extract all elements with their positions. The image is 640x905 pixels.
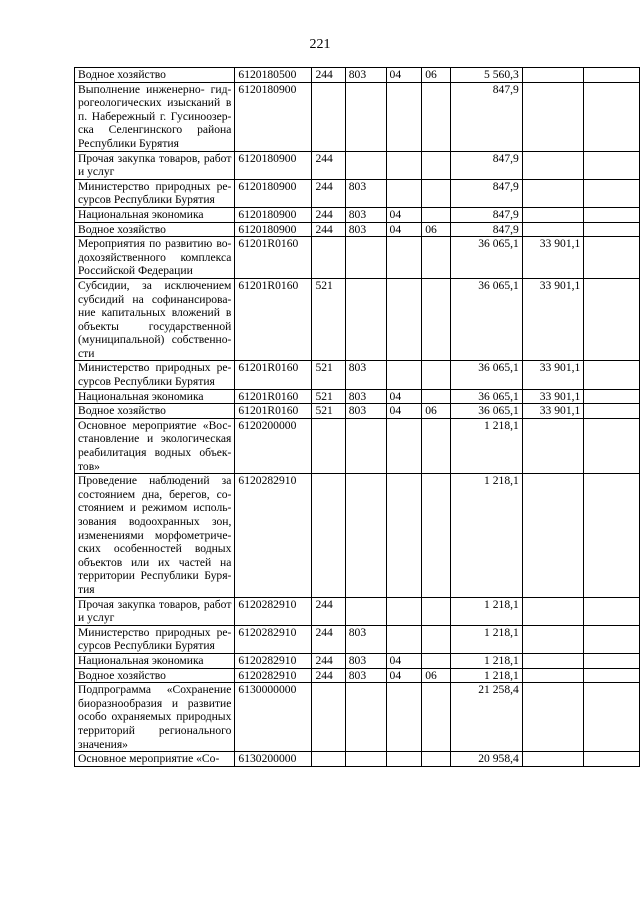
cell-section: [386, 474, 422, 597]
cell-name: Выполнение инженерно- гид-рогеологических изысканий в п. Набережный г. Гусиноозер-ска Селенгинского района Республики Бурятия: [75, 82, 235, 151]
cell-name: Прочая закупка товаров, работ и услуг: [75, 151, 235, 179]
cell-section: 04: [386, 404, 422, 419]
cell-subsection: [422, 597, 451, 625]
cell-subsection: [422, 474, 451, 597]
cell-subsection: [422, 418, 451, 473]
cell-expense-type: [312, 752, 345, 767]
cell-section: [386, 151, 422, 179]
cell-subsection: [422, 361, 451, 389]
cell-expense-type: 521: [312, 389, 345, 404]
cell-sum-1: 847,9: [451, 222, 523, 237]
cell-sum-3: [584, 752, 640, 767]
cell-section: [386, 597, 422, 625]
cell-subsection: [422, 278, 451, 361]
cell-name: Водное хозяйство: [75, 668, 235, 683]
cell-sum-1: 5 560,3: [451, 68, 523, 83]
cell-sum-3: [584, 207, 640, 222]
cell-sum-2: [522, 625, 584, 653]
cell-ministry-code: [345, 237, 386, 279]
cell-sum-1: 1 218,1: [451, 597, 523, 625]
cell-section: 04: [386, 222, 422, 237]
cell-sum-1: 36 065,1: [451, 278, 523, 361]
cell-target-code: 61201R0160: [235, 404, 312, 419]
cell-sum-2: [522, 418, 584, 473]
cell-expense-type: 244: [312, 653, 345, 668]
cell-sum-2: [522, 597, 584, 625]
table-row: [75, 653, 640, 668]
cell-sum-1: 1 218,1: [451, 653, 523, 668]
cell-ministry-code: 803: [345, 179, 386, 207]
cell-expense-type: 521: [312, 278, 345, 361]
cell-name: Мероприятия по развитию во-дохозяйственного комплекса Российской Федерации: [75, 237, 235, 279]
cell-subsection: 06: [422, 668, 451, 683]
cell-target-code: 6120282910: [235, 474, 312, 597]
cell-subsection: [422, 683, 451, 752]
cell-ministry-code: [345, 418, 386, 473]
cell-name: Национальная экономика: [75, 653, 235, 668]
cell-sum-2: 33 901,1: [522, 361, 584, 389]
cell-sum-2: [522, 474, 584, 597]
cell-target-code: 6120180500: [235, 68, 312, 83]
cell-sum-2: [522, 179, 584, 207]
cell-expense-type: 244: [312, 179, 345, 207]
cell-ministry-code: 803: [345, 207, 386, 222]
cell-subsection: 06: [422, 68, 451, 83]
cell-expense-type: [312, 237, 345, 279]
cell-sum-3: [584, 474, 640, 597]
cell-section: 04: [386, 207, 422, 222]
cell-expense-type: [312, 474, 345, 597]
cell-sum-3: [584, 653, 640, 668]
table-row: [75, 625, 640, 653]
cell-section: [386, 82, 422, 151]
cell-sum-3: [584, 683, 640, 752]
cell-sum-3: [584, 404, 640, 419]
cell-expense-type: 244: [312, 625, 345, 653]
cell-target-code: 6120180900: [235, 222, 312, 237]
cell-target-code: 6120282910: [235, 597, 312, 625]
cell-ministry-code: 803: [345, 404, 386, 419]
cell-sum-3: [584, 82, 640, 151]
cell-ministry-code: [345, 474, 386, 597]
budget-table-body: [75, 68, 640, 767]
cell-section: [386, 625, 422, 653]
cell-target-code: 6120180900: [235, 151, 312, 179]
cell-name: Водное хозяйство: [75, 404, 235, 419]
cell-subsection: [422, 237, 451, 279]
cell-expense-type: 521: [312, 404, 345, 419]
cell-sum-2: 33 901,1: [522, 278, 584, 361]
table-row: [75, 68, 640, 83]
cell-target-code: 61201R0160: [235, 237, 312, 279]
cell-sum-2: [522, 668, 584, 683]
cell-target-code: 6120282910: [235, 625, 312, 653]
cell-subsection: [422, 151, 451, 179]
page-number: 221: [309, 37, 331, 52]
cell-subsection: 06: [422, 222, 451, 237]
cell-name: Национальная экономика: [75, 389, 235, 404]
cell-sum-3: [584, 361, 640, 389]
cell-sum-3: [584, 222, 640, 237]
cell-subsection: [422, 82, 451, 151]
cell-name: Водное хозяйство: [75, 68, 235, 83]
cell-sum-2: [522, 151, 584, 179]
cell-sum-1: 36 065,1: [451, 389, 523, 404]
cell-section: 04: [386, 653, 422, 668]
cell-sum-3: [584, 151, 640, 179]
table-row: [75, 278, 640, 361]
cell-name: Министерство природных ре-сурсов Республики Бурятия: [75, 625, 235, 653]
cell-sum-2: [522, 222, 584, 237]
cell-name: Водное хозяйство: [75, 222, 235, 237]
cell-sum-2: [522, 683, 584, 752]
cell-sum-1: 847,9: [451, 82, 523, 151]
cell-ministry-code: [345, 752, 386, 767]
cell-ministry-code: 803: [345, 653, 386, 668]
table-row: [75, 151, 640, 179]
cell-section: [386, 752, 422, 767]
cell-expense-type: 244: [312, 151, 345, 179]
cell-ministry-code: [345, 151, 386, 179]
cell-section: 04: [386, 389, 422, 404]
cell-name: Министерство природных ре-сурсов Республики Бурятия: [75, 179, 235, 207]
table-row: [75, 361, 640, 389]
cell-section: [386, 683, 422, 752]
cell-subsection: 06: [422, 404, 451, 419]
cell-ministry-code: 803: [345, 389, 386, 404]
table-row: [75, 404, 640, 419]
table-row: [75, 207, 640, 222]
cell-sum-1: 21 258,4: [451, 683, 523, 752]
cell-sum-1: 36 065,1: [451, 361, 523, 389]
cell-target-code: 6120200000: [235, 418, 312, 473]
cell-ministry-code: 803: [345, 625, 386, 653]
table-row: [75, 418, 640, 473]
table-row: [75, 752, 640, 767]
table-row: [75, 474, 640, 597]
cell-sum-2: [522, 653, 584, 668]
cell-sum-2: 33 901,1: [522, 404, 584, 419]
cell-sum-1: 36 065,1: [451, 237, 523, 279]
cell-name: Субсидии, за исключением субсидий на софинансирова-ние капитальных вложений в объекты государственной (муниципальной) собственно-сти: [75, 278, 235, 361]
cell-sum-3: [584, 418, 640, 473]
cell-section: 04: [386, 68, 422, 83]
cell-sum-1: 847,9: [451, 207, 523, 222]
cell-section: 04: [386, 668, 422, 683]
cell-expense-type: [312, 82, 345, 151]
cell-section: [386, 361, 422, 389]
table-row: [75, 683, 640, 752]
cell-subsection: [422, 389, 451, 404]
cell-sum-1: 1 218,1: [451, 474, 523, 597]
cell-section: [386, 237, 422, 279]
cell-expense-type: 521: [312, 361, 345, 389]
cell-target-code: 61201R0160: [235, 361, 312, 389]
cell-sum-3: [584, 278, 640, 361]
cell-target-code: 61201R0160: [235, 389, 312, 404]
cell-subsection: [422, 752, 451, 767]
cell-section: [386, 179, 422, 207]
cell-name: Национальная экономика: [75, 207, 235, 222]
cell-ministry-code: [345, 683, 386, 752]
cell-name: Подпрограмма «Сохранение биоразнообразия и развитие особо охраняемых природных территорий регионального значения»: [75, 683, 235, 752]
cell-sum-3: [584, 237, 640, 279]
table-row: [75, 389, 640, 404]
cell-ministry-code: 803: [345, 222, 386, 237]
cell-name: Основное мероприятие «Вос-становление и экологическая реабилитация водных объек-тов»: [75, 418, 235, 473]
table-row: [75, 82, 640, 151]
cell-expense-type: [312, 683, 345, 752]
cell-sum-1: 1 218,1: [451, 418, 523, 473]
cell-sum-2: [522, 207, 584, 222]
table-row: [75, 222, 640, 237]
cell-expense-type: 244: [312, 597, 345, 625]
budget-table: [74, 67, 640, 767]
cell-subsection: [422, 625, 451, 653]
cell-sum-3: [584, 597, 640, 625]
cell-ministry-code: [345, 278, 386, 361]
table-row: [75, 237, 640, 279]
cell-expense-type: 244: [312, 207, 345, 222]
table-row: [75, 668, 640, 683]
table-row: [75, 597, 640, 625]
cell-subsection: [422, 179, 451, 207]
cell-target-code: 6120180900: [235, 207, 312, 222]
cell-subsection: [422, 653, 451, 668]
cell-expense-type: 244: [312, 68, 345, 83]
cell-section: [386, 418, 422, 473]
cell-sum-3: [584, 179, 640, 207]
cell-sum-1: 1 218,1: [451, 625, 523, 653]
cell-ministry-code: 803: [345, 668, 386, 683]
cell-sum-2: [522, 68, 584, 83]
cell-target-code: 6120180900: [235, 82, 312, 151]
cell-target-code: 61201R0160: [235, 278, 312, 361]
cell-name: Прочая закупка товаров, работ и услуг: [75, 597, 235, 625]
cell-sum-2: [522, 752, 584, 767]
cell-ministry-code: [345, 597, 386, 625]
cell-expense-type: 244: [312, 668, 345, 683]
cell-section: [386, 278, 422, 361]
cell-subsection: [422, 207, 451, 222]
cell-sum-3: [584, 68, 640, 83]
cell-name: Проведение наблюдений за состоянием дна, берегов, со-стоянием и режимом исполь-зования водоохранных зон, изменениями морфометриче-ских особенностей водных объектов или их частей на территории Республики Буря-тия: [75, 474, 235, 597]
cell-sum-2: 33 901,1: [522, 389, 584, 404]
cell-expense-type: [312, 418, 345, 473]
cell-target-code: 6120282910: [235, 668, 312, 683]
cell-name: Основное мероприятие «Со-: [75, 752, 235, 767]
cell-sum-1: 847,9: [451, 179, 523, 207]
cell-name: Министерство природных ре-сурсов Республики Бурятия: [75, 361, 235, 389]
cell-target-code: 6120180900: [235, 179, 312, 207]
cell-sum-1: 20 958,4: [451, 752, 523, 767]
table-row: [75, 179, 640, 207]
cell-ministry-code: 803: [345, 68, 386, 83]
cell-target-code: 6130200000: [235, 752, 312, 767]
cell-sum-1: 36 065,1: [451, 404, 523, 419]
cell-sum-1: 1 218,1: [451, 668, 523, 683]
cell-sum-3: [584, 389, 640, 404]
cell-ministry-code: [345, 82, 386, 151]
cell-ministry-code: 803: [345, 361, 386, 389]
cell-target-code: 6120282910: [235, 653, 312, 668]
cell-target-code: 6130000000: [235, 683, 312, 752]
cell-sum-3: [584, 668, 640, 683]
cell-expense-type: 244: [312, 222, 345, 237]
cell-sum-2: [522, 82, 584, 151]
cell-sum-2: 33 901,1: [522, 237, 584, 279]
cell-sum-3: [584, 625, 640, 653]
cell-sum-1: 847,9: [451, 151, 523, 179]
